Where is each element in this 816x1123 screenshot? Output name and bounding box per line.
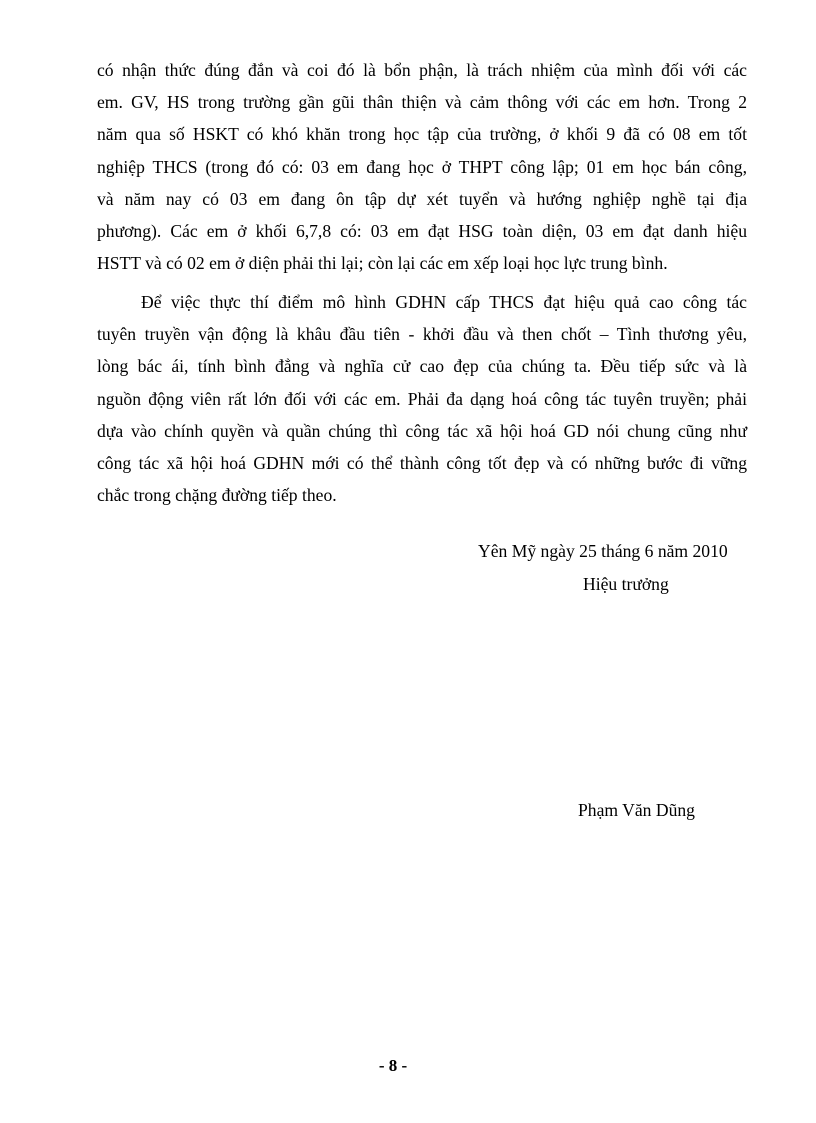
- paragraph-1-line: và năm nay có 03 em đang ôn tập dự xét tuyển và hướng nghiệp nghề tại địa: [97, 188, 747, 209]
- signature-name: Phạm Văn Dũng: [578, 800, 695, 820]
- paragraph-2-line: chắc trong chặng đường tiếp theo.: [97, 485, 337, 506]
- paragraph-1-line: có nhận thức đúng đắn và coi đó là bổn phận, là trách nhiệm của mình đối với các: [97, 60, 747, 80]
- paragraph-1-line: em. GV, HS trong trường gần gũi thân thiện và cảm thông với các em hơn. Trong 2: [97, 92, 747, 113]
- paragraph-1-line: phương). Các em ở khối 6,7,8 có: 03 em đạt HSG toàn diện, 03 em đạt danh hiệu: [97, 221, 747, 242]
- paragraph-2-line: Để việc thực thí điểm mô hình GDHN cấp THCS đạt hiệu quả cao công tác: [141, 292, 747, 312]
- paragraph-2-line: công tác xã hội hoá GDHN mới có thể thành công tốt đẹp và có những bước đi vững: [97, 453, 747, 474]
- signature-place-date: Yên Mỹ ngày 25 tháng 6 năm 2010: [478, 541, 728, 561]
- page-number: - 8 -: [378, 1056, 408, 1075]
- paragraph-2-line: tuyên truyền vận động là khâu đầu tiên - khởi đầu và then chốt – Tình thương yêu,: [97, 324, 747, 345]
- paragraph-2-line: dựa vào chính quyền và quần chúng thì công tác xã hội hoá GD nói chung cũng như: [97, 420, 747, 441]
- paragraph-1-line: HSTT và có 02 em ở diện phải thi lại; còn lại các em xếp loại học lực trung bình.: [97, 253, 668, 274]
- paragraph-1: [97, 54, 747, 279]
- paragraph-1-line: nghiệp THCS (trong đó có: 03 em đang học ở THPT công lập; 01 em học bán công,: [97, 156, 747, 177]
- paragraph-2: [97, 286, 747, 511]
- signature-role: Hiệu trưởng: [583, 574, 669, 594]
- paragraph-1-line: năm qua số HSKT có khó khăn trong học tập của trường, ở khối 9 đã có 08 em tốt: [97, 124, 747, 145]
- paragraph-2-line: lòng bác ái, tính bình đẳng và nghĩa cử cao đẹp của chúng ta. Đều tiếp sức và là: [97, 356, 747, 377]
- paragraph-2-line: nguồn động viên rất lớn đối với các em. Phải đa dạng hoá công tác tuyên truyền; phải: [97, 388, 747, 409]
